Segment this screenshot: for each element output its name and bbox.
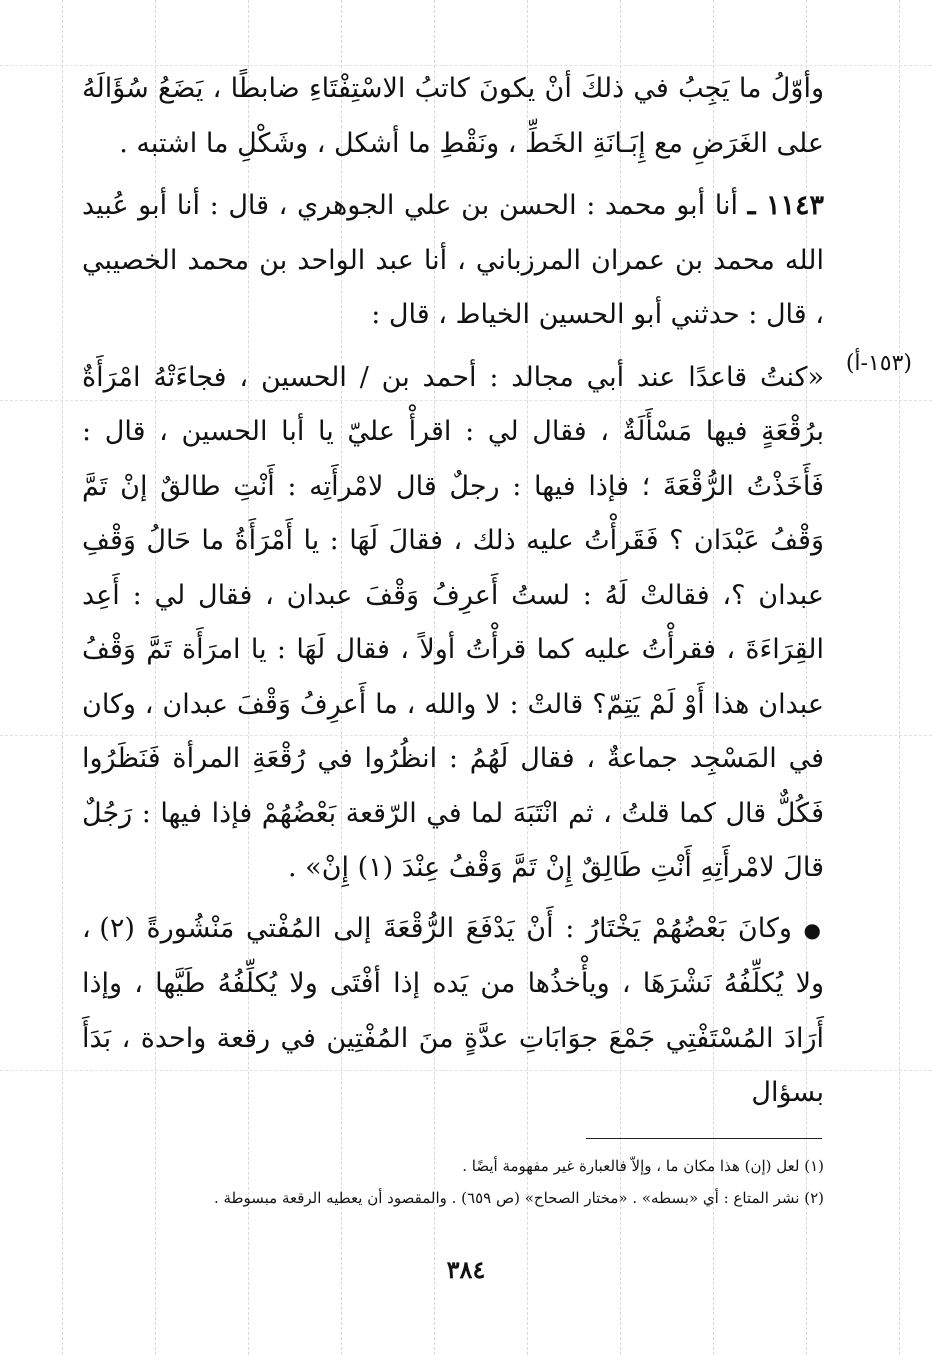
paragraph-text: وكانَ بَعْضُهُمْ يَخْتَارُ : أَنْ يَدْفَعَ الرُّقْعَةَ إلى المُفْتي مَنْشُورةً (٢) ، ولا يُكلِّفُهُ نَشْرَهَا ، ويأْخذُها من يَده إذا أفْتَى ولا يُكلِّفُهُ طَيَّها ، وإذا أَرَادَ المُسْتَفْتِي جَمْعَ جوَابَاتِ عدَّةٍ منَ المُفْتِين في رقعة واحدة ، بَدَأَ بسؤال: [82, 912, 824, 1108]
bullet-icon: ●: [803, 917, 824, 942]
footnote: (٢) نشر المتاع : أي «بسطه» . «مختار الصحاح» (ص ٦٥٩) . والمقصود أن يعطيه الرقعة مبسوطة .: [213, 1189, 824, 1207]
paragraph-numbered: [82, 179, 824, 343]
paragraph: «كنتُ قاعدًا عند أبي مجالد : أحمد بن / الحسين ، فجاءَتْهُ امْرَأَةٌ برُقْعَةٍ فيها مَسْأَلَةٌ ، فقال لي : اقرأْ عليّ يا أبا الحسين ، قال : فَأَخَذْتُ الرُّقْعَةَ ؛ فإذا فيها : رجلٌ قال لامْرأَتِه : أَنْتِ طالقٌ إنْ تَمَّ وَقْفُ عَبْدَان ؟ فَقَرأْتُ عليه ذلك ، فقالَ لَهَا : يا أَمْرَأَةُ ما حَالُ وَقْفِ عبدان ؟، فقالتْ لَهُ : لستُ أَعرِفُ وَقْفَ عبدان ، فقال لي : أَعِد القِرَاءَةَ ، فقرأْتُ عليه كما قرأْتُ أولاً ، فقال لَهَا : يا امرَأَة تَمَّ وَقْفُ عبدان هذا أَوْ لَمْ يَتِمّ؟ قالتْ : لا والله ، ما أَعرِفُ وَقْفَ عبدان ، وكان في المَسْجِد جماعةٌ ، فقال لَهُمُ : انظُرُوا في رُقْعَةِ المرأة فَنَظَرُوا فَكُلٌّ قال كما قلتُ ، ثم انْتَبَهَ لما في الرّقعة بَعْضُهُمْ فإذا فيها : رَجُلٌ قالَ لامْرأَتِهِ أَنْتِ طَالِقٌ إِنْ تَمَّ وَقْفُ عِنْدَ (١) إِنْ» .: [82, 361, 824, 883]
page-number: ٣٨٤: [446, 1255, 486, 1284]
paragraph-bulleted: [82, 902, 824, 1121]
quote-block: [82, 350, 912, 896]
footnote-divider: [586, 1138, 822, 1139]
grid-line: [62, 0, 63, 1355]
page-body: [82, 62, 912, 1121]
margin-reference: (١٥٣-أ): [845, 350, 912, 376]
footnote: (١) لعل (إن) هذا مكان ما ، وإلاّ فالعبارة غير مفهومة أيضًا .: [462, 1157, 824, 1175]
paragraph: وأوّلُ ما يَجِبُ في ذلكَ أنْ يكونَ كاتبُ الاسْتِفْتَاءِ ضابطًا ، يَضَعُ سُؤَالَهُ على الغَرَضِ مع إِبَـانَةِ الخَطِّ ، ونَقْطِ ما أشكل ، وشَكْلِ ما اشتبه .: [82, 73, 824, 159]
hadith-number: ١١٤٣ ـ: [747, 190, 824, 221]
footnotes: [82, 1150, 824, 1214]
paragraph-text: أنا أبو محمد : الحسن بن علي الجوهري ، قال : أنا أبو عُبيد الله محمد بن عمران المرزباني ، أنا عبد الواحد بن محمد الخصيبي ، قال : حدثني أبو الحسين الخياط ، قال :: [82, 190, 824, 330]
grid-line: [899, 0, 900, 1355]
